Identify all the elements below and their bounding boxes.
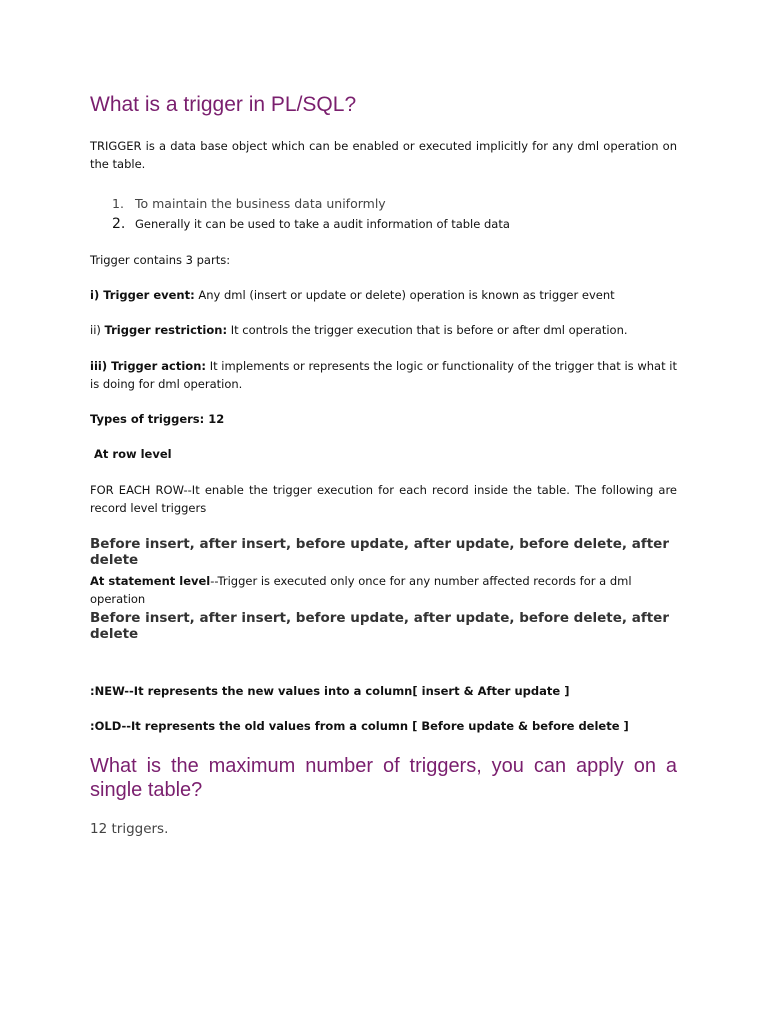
part-trigger-event	[90, 286, 677, 304]
list-number: 2.	[112, 216, 126, 232]
row-level-label: At row level	[90, 447, 172, 461]
statement-level-label: At statement level	[90, 574, 211, 588]
intro-paragraph: TRIGGER is a data base object which can be enabled or executed implicitly for any dml operation on the table.	[90, 139, 677, 171]
part-label: iii) Trigger action:	[90, 359, 206, 373]
answer-text: 12 triggers.	[90, 821, 169, 837]
list-number: 1.	[112, 196, 124, 211]
part-label: Trigger restriction:	[104, 323, 228, 337]
statement-level-trigger-list: Before insert, after insert, before update, after update, before delete, after delete	[90, 610, 669, 642]
part-text: It implements or represents the logic or functionality of the trigger that is what it is doing for dml operation.	[90, 359, 677, 391]
part-text: It controls the trigger execution that is before or after dml operation.	[227, 323, 628, 337]
part-label: i) Trigger event:	[90, 288, 195, 302]
purpose-list	[90, 194, 677, 234]
new-pseudo-record: :NEW--It represents the new values into a column[ insert & After update ]	[90, 684, 570, 698]
part-text: Any dml (insert or update or delete) operation is known as trigger event	[194, 288, 615, 302]
part-trigger-action	[90, 357, 677, 393]
list-item	[90, 214, 677, 234]
old-pseudo-record: :OLD--It represents the old values from a column [ Before update & before delete ]	[90, 719, 629, 733]
heading-max-triggers: What is the maximum number of triggers, you can apply on a single table?	[90, 755, 677, 801]
row-level-trigger-list: Before insert, after insert, before update, after update, before delete, after delete	[90, 536, 669, 568]
part-prefix: ii)	[90, 323, 105, 337]
heading-what-is-trigger: What is a trigger in PL/SQL?	[90, 93, 357, 116]
list-item	[90, 194, 677, 214]
list-item-text: Generally it can be used to take a audit information of table data	[135, 217, 510, 231]
parts-title: Trigger contains 3 parts:	[90, 253, 231, 267]
part-trigger-restriction	[90, 321, 677, 339]
statement-level-paragraph	[90, 572, 677, 608]
list-item-text: To maintain the business data uniformly	[135, 196, 386, 211]
types-of-triggers: Types of triggers: 12	[90, 412, 225, 426]
for-each-row-paragraph: FOR EACH ROW--It enable the trigger execution for each record inside the table. The following are record level triggers	[90, 483, 677, 515]
statement-level-text: --Trigger is executed only once for any number affected records for a dml operation	[90, 574, 632, 606]
